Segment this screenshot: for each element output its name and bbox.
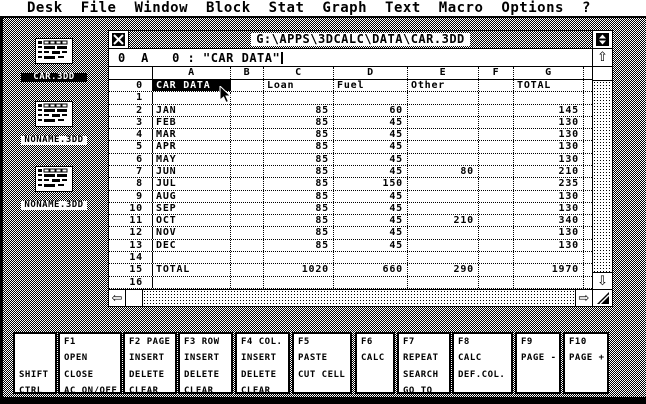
fkey-line: CALC [361, 353, 385, 364]
cell-f3[interactable] [479, 117, 514, 128]
window-close-button[interactable] [109, 31, 129, 48]
cell-b11[interactable] [231, 215, 264, 226]
cell-b8[interactable] [231, 178, 264, 189]
menu-bar [0, 0, 646, 18]
formula-bar[interactable] [109, 49, 592, 66]
sheet-row [109, 227, 592, 239]
cell-d15[interactable]: 660 [334, 264, 408, 275]
menu-item-desk[interactable]: Desk [27, 0, 63, 16]
cell-g11[interactable]: 340 [514, 215, 584, 226]
grid-header-row [109, 67, 592, 80]
cell-e2[interactable] [408, 105, 479, 116]
cell-a15[interactable]: TOTAL [153, 264, 231, 275]
sheet-row [109, 240, 592, 252]
cell-d8[interactable]: 150 [334, 178, 408, 189]
row-header-8[interactable]: 8 [109, 178, 153, 189]
menu-item-graph[interactable]: Graph [322, 0, 368, 16]
fkey-line: SEARCH [403, 369, 439, 380]
sheet-row [109, 80, 592, 92]
row-header-16[interactable]: 16 [109, 277, 153, 288]
vscroll-thumb[interactable] [593, 67, 612, 81]
cell-c9[interactable]: 85 [264, 191, 334, 202]
fkey-shift-ctrl[interactable] [13, 332, 57, 394]
cell-c11[interactable]: 85 [264, 215, 334, 226]
cell-f10[interactable] [479, 203, 514, 214]
fkey-line [521, 370, 559, 386]
fkey-line: DELETE [184, 369, 220, 380]
cell-d2[interactable]: 60 [334, 105, 408, 116]
fkey-line: CLEAR [241, 385, 271, 396]
row-header-0[interactable]: 0 [109, 80, 153, 91]
cell-e4[interactable] [408, 129, 479, 140]
cell-c8[interactable]: 85 [264, 178, 334, 189]
fkey-line: PASTE [298, 353, 328, 364]
cell-c7[interactable]: 85 [264, 166, 334, 177]
text-cursor [281, 52, 283, 64]
cell-d3[interactable]: 45 [334, 117, 408, 128]
fkey-line [361, 386, 393, 402]
cell-a16[interactable] [153, 277, 231, 288]
sheet-row [109, 178, 592, 190]
cell-b7[interactable] [231, 166, 264, 177]
cell-e10[interactable] [408, 203, 479, 214]
fkey-line: PAGE - [521, 353, 557, 364]
row-header-15[interactable]: 15 [109, 264, 153, 275]
cell-b4[interactable] [231, 129, 264, 140]
fkey-line: GO TO [403, 385, 433, 396]
cell-b6[interactable] [231, 154, 264, 165]
menu-item-file[interactable]: File [80, 0, 117, 16]
cell-b0[interactable] [231, 80, 264, 91]
sheet-row [109, 129, 592, 141]
fkey-line [361, 370, 393, 386]
fkey-line [458, 386, 511, 402]
cell-a10[interactable]: SEP [153, 203, 231, 214]
cell-c2[interactable]: 85 [264, 105, 334, 116]
cell-d16[interactable] [334, 277, 408, 288]
right-arrow-icon: ⇨ [578, 290, 590, 306]
fkey-line [19, 337, 55, 353]
cell-a0[interactable]: CAR DATA [153, 80, 231, 91]
cell-f8[interactable] [479, 178, 514, 189]
horizontal-scrollbar-row [109, 289, 612, 306]
window-title-bar[interactable] [109, 31, 612, 49]
cell-c13[interactable]: 85 [264, 240, 334, 251]
cell-a12[interactable]: NOV [153, 227, 231, 238]
cell-e14[interactable] [408, 252, 479, 263]
hscroll-left-button[interactable] [109, 290, 126, 306]
menu-item-stat[interactable]: Stat [268, 0, 305, 16]
cell-d11[interactable]: 45 [334, 215, 408, 226]
grid-body [109, 80, 592, 289]
cell-e1[interactable] [408, 92, 479, 103]
fkey-line: CLEAR [184, 385, 214, 396]
cell-f7[interactable] [479, 166, 514, 177]
sheet-row [109, 264, 592, 276]
cell-c15[interactable]: 1020 [264, 264, 334, 275]
fkey-line [569, 386, 607, 402]
sheet-row [109, 141, 592, 153]
fkey-line [298, 386, 350, 402]
cell-a13[interactable]: DEC [153, 240, 231, 251]
fkey-line: F4 COL. [241, 337, 283, 347]
sheet-row [109, 215, 592, 227]
cell-c14[interactable] [264, 252, 334, 263]
cell-d14[interactable] [334, 252, 408, 263]
cell-a14[interactable] [153, 252, 231, 263]
fkey-line: OPEN [64, 353, 88, 364]
cell-f16[interactable] [479, 277, 514, 288]
fkey-line: CALC [458, 353, 482, 364]
mouse-cursor [219, 86, 233, 104]
cell-d1[interactable] [334, 92, 408, 103]
cell-e3[interactable] [408, 117, 479, 128]
cell-e7[interactable]: 80 [408, 166, 479, 177]
formula-row [109, 49, 612, 67]
fkey-f1[interactable] [58, 332, 122, 394]
hscroll-right-button[interactable] [575, 290, 592, 306]
cell-f6[interactable] [479, 154, 514, 165]
cell-g13[interactable]: 130 [514, 240, 584, 251]
menu-item-text[interactable]: Text [385, 0, 421, 16]
cell-d4[interactable]: 45 [334, 129, 408, 140]
screen-left-border [0, 18, 3, 404]
cell-f4[interactable] [479, 129, 514, 140]
cell-a3[interactable]: FEB [153, 117, 231, 128]
desktop-icon-label[interactable]: NONAME.3DD [21, 201, 86, 210]
menu-item-block[interactable]: Block [206, 0, 251, 16]
column-header-a[interactable]: A [153, 67, 231, 79]
fkey-line: F10 [569, 337, 587, 347]
cell-f0[interactable] [479, 80, 514, 91]
cell-g15[interactable]: 1970 [514, 264, 584, 275]
menu-item--[interactable]: ? [581, 0, 591, 16]
fkey-f10[interactable] [563, 332, 609, 394]
cell-d10[interactable]: 45 [334, 203, 408, 214]
cell-g10[interactable]: 130 [514, 203, 584, 214]
column-header-c[interactable]: C [264, 67, 334, 79]
fkey-line: REPEAT [403, 353, 439, 364]
row-header-1[interactable]: 1 [109, 92, 153, 103]
fkey-line: CLEAR [129, 385, 159, 396]
window-resize-corner[interactable] [592, 290, 612, 306]
fkey-f2-page[interactable] [123, 332, 177, 394]
cell-c12[interactable]: 85 [264, 227, 334, 238]
window-title: G:\APPS\3DCALC\DATA\CAR.3DD [251, 33, 470, 46]
spreadsheet-window [108, 30, 613, 307]
menu-item-macro[interactable]: Macro [438, 0, 484, 16]
left-arrow-icon: ⇦ [111, 290, 123, 306]
cell-b2[interactable] [231, 105, 264, 116]
column-header-f[interactable]: F [479, 67, 514, 79]
cell-e16[interactable] [408, 277, 479, 288]
cell-b13[interactable] [231, 240, 264, 251]
fkey-line: AC ON/OFF [64, 385, 118, 396]
fkey-line: DELETE [241, 369, 277, 380]
sheet-row [109, 191, 592, 203]
cell-a11[interactable]: OCT [153, 215, 231, 226]
sheet-row [109, 277, 592, 289]
cell-a5[interactable]: APR [153, 141, 231, 152]
cell-d9[interactable]: 45 [334, 191, 408, 202]
row-header-12[interactable]: 12 [109, 227, 153, 238]
cell-c16[interactable] [264, 277, 334, 288]
fkey-line: CUT CELL [298, 369, 346, 380]
fkey-line: F7 [403, 337, 415, 347]
grid-corner-cell [109, 67, 153, 79]
cell-b16[interactable] [231, 277, 264, 288]
sheet-row [109, 203, 592, 215]
row-header-3[interactable]: 3 [109, 117, 153, 128]
fkey-line: INSERT [241, 353, 277, 364]
hscroll-track[interactable] [143, 290, 575, 306]
vertical-scrollbar[interactable] [592, 67, 612, 289]
cell-g8[interactable]: 235 [514, 178, 584, 189]
spreadsheet-icon [35, 166, 73, 192]
cell-e5[interactable] [408, 141, 479, 152]
cell-g3[interactable]: 130 [514, 117, 584, 128]
cell-g0[interactable]: TOTAL [514, 80, 584, 91]
sheet-row [109, 166, 592, 178]
fkey-line [521, 386, 559, 402]
fkey-f3-row[interactable] [178, 332, 233, 394]
row-header-14[interactable]: 14 [109, 252, 153, 263]
desktop-icon-noname-2[interactable] [14, 166, 94, 211]
close-icon [112, 33, 125, 46]
cell-d5[interactable]: 45 [334, 141, 408, 152]
cell-g5[interactable]: 130 [514, 141, 584, 152]
sheet-row [109, 92, 592, 104]
cell-a6[interactable]: MAY [153, 154, 231, 165]
cell-a4[interactable]: MAR [153, 129, 231, 140]
cell-g6[interactable]: 130 [514, 154, 584, 165]
cell-b1[interactable] [231, 92, 264, 103]
cell-g16[interactable] [514, 277, 584, 288]
sheet-row [109, 117, 592, 129]
cell-f9[interactable] [479, 191, 514, 202]
cell-b9[interactable] [231, 191, 264, 202]
row-header-10[interactable]: 10 [109, 203, 153, 214]
row-header-13[interactable]: 13 [109, 240, 153, 251]
cell-d13[interactable]: 45 [334, 240, 408, 251]
window-title-area[interactable] [129, 31, 592, 48]
row-header-11[interactable]: 11 [109, 215, 153, 226]
fkey-line: CLOSE [64, 369, 94, 380]
cell-e0[interactable]: Other [408, 80, 479, 91]
fkey-line: F8 [458, 337, 470, 347]
cell-b14[interactable] [231, 252, 264, 263]
cell-f1[interactable] [479, 92, 514, 103]
row-header-6[interactable]: 6 [109, 154, 153, 165]
cell-f11[interactable] [479, 215, 514, 226]
column-header-e[interactable]: E [408, 67, 479, 79]
sheet-row [109, 154, 592, 166]
fkey-line: F9 [521, 337, 533, 347]
fkey-line: F3 ROW [184, 337, 220, 347]
fkey-f8[interactable] [452, 332, 513, 394]
cell-f15[interactable] [479, 264, 514, 275]
desktop-icon-label[interactable]: NONAME.3DD [21, 136, 86, 145]
cell-e8[interactable] [408, 178, 479, 189]
cell-e6[interactable] [408, 154, 479, 165]
cell-f13[interactable] [479, 240, 514, 251]
cell-a7[interactable]: JUN [153, 166, 231, 177]
row-header-7[interactable]: 7 [109, 166, 153, 177]
cell-b15[interactable] [231, 264, 264, 275]
cell-g14[interactable] [514, 252, 584, 263]
column-header-d[interactable]: D [334, 67, 408, 79]
cell-f5[interactable] [479, 141, 514, 152]
fkey-f4-col-[interactable] [235, 332, 290, 394]
sheet-row [109, 252, 592, 264]
vscroll-down-button[interactable] [593, 272, 612, 289]
row-header-2[interactable]: 2 [109, 105, 153, 116]
down-arrow-icon: ⇩ [597, 273, 608, 289]
cell-e11[interactable]: 210 [408, 215, 479, 226]
cell-e12[interactable] [408, 227, 479, 238]
cell-f12[interactable] [479, 227, 514, 238]
fkey-f6[interactable] [355, 332, 395, 394]
sheet-row [109, 105, 592, 117]
cell-e9[interactable] [408, 191, 479, 202]
fkey-line: PAGE + [569, 353, 605, 364]
cell-e15[interactable]: 290 [408, 264, 479, 275]
menu-item-window[interactable]: Window [134, 0, 189, 16]
cell-g12[interactable]: 130 [514, 227, 584, 238]
cell-a9[interactable]: AUG [153, 191, 231, 202]
cell-b12[interactable] [231, 227, 264, 238]
cell-d6[interactable]: 45 [334, 154, 408, 165]
fkey-line: DELETE [129, 369, 165, 380]
hscroll-thumb[interactable] [126, 290, 143, 306]
cell-d12[interactable]: 45 [334, 227, 408, 238]
fkey-f5[interactable] [292, 332, 352, 394]
cell-a8[interactable]: JUL [153, 178, 231, 189]
row-header-5[interactable]: 5 [109, 141, 153, 152]
window-fullsize-button[interactable] [592, 31, 612, 48]
resize-icon [596, 291, 610, 305]
fkey-line: SHIFT [19, 369, 49, 380]
sheet-grid [109, 67, 592, 289]
fkey-line [19, 353, 55, 369]
up-arrow-icon: ⇧ [597, 50, 608, 65]
cell-c10[interactable]: 85 [264, 203, 334, 214]
cell-c5[interactable]: 85 [264, 141, 334, 152]
desktop-icon-car-3dd[interactable] [14, 38, 94, 83]
desktop-icon-label[interactable]: CAR.3DD [21, 73, 86, 82]
cell-b10[interactable] [231, 203, 264, 214]
cell-d7[interactable]: 45 [334, 166, 408, 177]
fkey-line [569, 370, 607, 386]
fkey-line: F6 [361, 337, 373, 347]
row-header-4[interactable]: 4 [109, 129, 153, 140]
cell-c1[interactable] [264, 92, 334, 103]
cell-b3[interactable] [231, 117, 264, 128]
vscroll-track[interactable] [593, 81, 612, 272]
fullsize-icon [596, 33, 609, 46]
fkey-line: F5 [298, 337, 310, 347]
column-header-g[interactable]: G [514, 67, 584, 79]
cell-d0[interactable]: Fuel [334, 80, 408, 91]
menu-item-options[interactable]: Options [501, 0, 564, 16]
fkey-line: DEF.COL. [458, 369, 506, 380]
cell-f14[interactable] [479, 252, 514, 263]
cell-g4[interactable]: 130 [514, 129, 584, 140]
row-header-9[interactable]: 9 [109, 191, 153, 202]
spreadsheet-icon [35, 101, 73, 127]
desktop-icon-noname-1[interactable] [14, 101, 94, 146]
cell-a2[interactable]: JAN [153, 105, 231, 116]
fkey-line: INSERT [184, 353, 220, 364]
fkey-line: F1 [64, 337, 76, 347]
vscroll-up-button[interactable] [592, 49, 612, 66]
spreadsheet-icon [35, 38, 73, 64]
fkey-f9[interactable] [515, 332, 561, 394]
cell-c0[interactable]: Loan [264, 80, 334, 91]
cell-f2[interactable] [479, 105, 514, 116]
column-header-b[interactable]: B [231, 67, 264, 79]
fkey-f7[interactable] [397, 332, 451, 394]
fkey-line: F2 PAGE [129, 337, 171, 347]
cell-c3[interactable]: 85 [264, 117, 334, 128]
fkey-line: CTRL [19, 385, 43, 396]
cell-g7[interactable]: 210 [514, 166, 584, 177]
cell-c6[interactable]: 85 [264, 154, 334, 165]
cell-g2[interactable]: 145 [514, 105, 584, 116]
fkey-line: INSERT [129, 353, 165, 364]
cell-b5[interactable] [231, 141, 264, 152]
cell-e13[interactable] [408, 240, 479, 251]
cell-c4[interactable]: 85 [264, 129, 334, 140]
cell-g9[interactable]: 130 [514, 191, 584, 202]
sheet-content [109, 67, 612, 289]
formula-text: 0 A 0 : "CAR DATA" [118, 50, 281, 65]
cell-g1[interactable] [514, 92, 584, 103]
